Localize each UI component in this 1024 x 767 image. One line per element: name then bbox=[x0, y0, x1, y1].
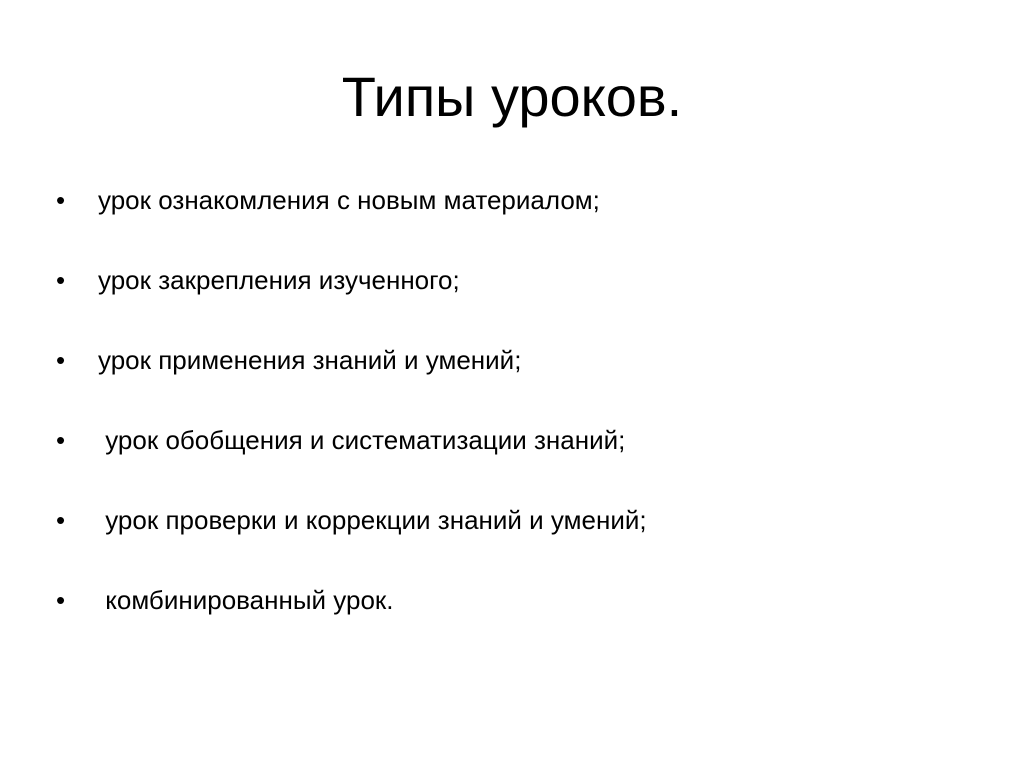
bullet-icon: • bbox=[56, 185, 66, 215]
list-item bbox=[56, 580, 976, 660]
slide-title: Типы уроков. bbox=[341, 65, 683, 128]
list-item bbox=[56, 180, 976, 260]
list-item bbox=[56, 500, 976, 580]
bullet-icon: • bbox=[56, 425, 66, 455]
list-item-text: урок обобщения и систематизации знаний; bbox=[98, 425, 626, 455]
list-item bbox=[56, 340, 976, 420]
bullet-icon: • bbox=[56, 265, 66, 295]
list-item-text: урок применения знаний и умений; bbox=[98, 345, 522, 375]
bullet-list bbox=[56, 180, 976, 660]
list-item bbox=[56, 420, 976, 500]
bullet-icon: • bbox=[56, 585, 66, 615]
list-item-text: урок ознакомления с новым материалом; bbox=[98, 185, 600, 215]
list-item-text: комбинированный урок. bbox=[98, 585, 394, 615]
list-item-text: урок закрепления изученного; bbox=[98, 265, 460, 295]
list-item-text: урок проверки и коррекции знаний и умений; bbox=[98, 505, 647, 535]
list-item bbox=[56, 260, 976, 340]
bullet-icon: • bbox=[56, 505, 66, 535]
bullet-icon: • bbox=[56, 345, 66, 375]
